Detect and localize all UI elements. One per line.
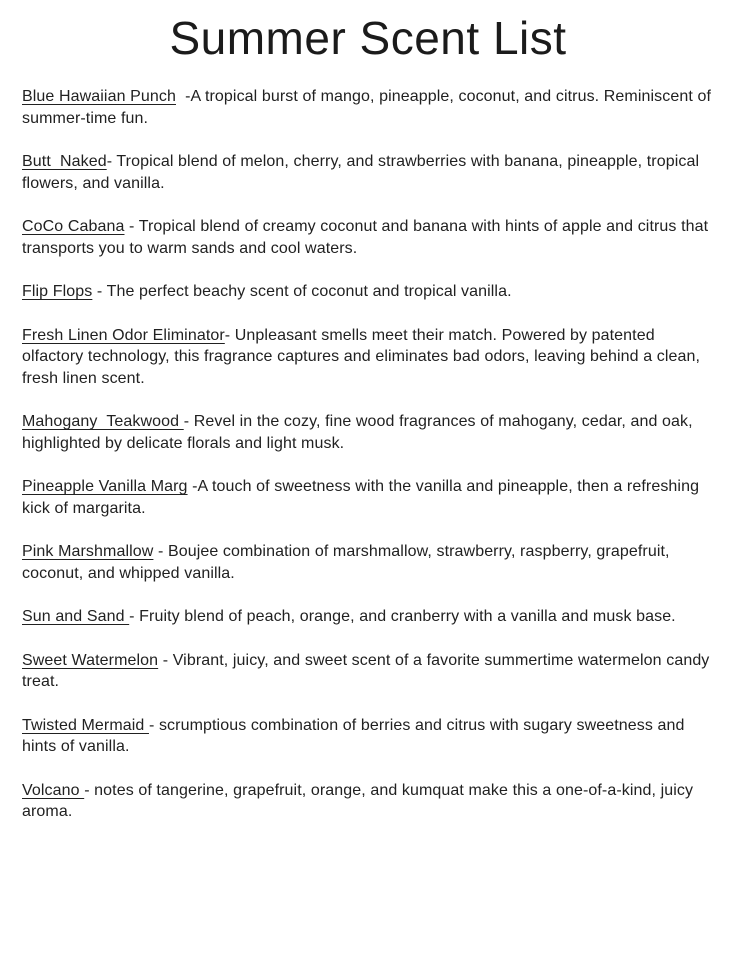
scent-entry — [22, 86, 714, 129]
page-title: Summer Scent List — [169, 12, 567, 64]
scent-name: Sweet Watermelon — [22, 651, 159, 669]
scent-entry — [22, 151, 714, 194]
scent-entry — [22, 650, 714, 693]
scent-entry — [22, 476, 714, 519]
scent-description: - The perfect beachy scent of coconut and tropical vanilla. — [92, 283, 512, 300]
scent-entry — [22, 216, 714, 259]
scent-description: - Unpleasant smells meet their match. Powered by patented olfactory technology, this fragrance captures and eliminates bad odors, leaving behind a clean, fresh linen scent. — [22, 326, 705, 387]
scent-description: - Vibrant, juicy, and sweet scent of a favorite summertime watermelon candy treat. — [22, 651, 714, 690]
scent-description: - Revel in the cozy, fine wood fragrances of mahogany, cedar, and oak, highlighted by delicate florals and light musk. — [22, 413, 698, 452]
scent-entry — [22, 541, 714, 584]
scent-name: Mahogany Teakwood — [22, 413, 184, 430]
scent-name: Pineapple Vanilla Marg — [22, 478, 188, 495]
scent-name: CoCo Cabana — [22, 218, 125, 235]
scent-entry — [22, 411, 714, 454]
scent-entry — [22, 715, 714, 758]
scent-description: - Fruity blend of peach, orange, and cranberry with a vanilla and musk base. — [129, 608, 676, 625]
scent-name: Volcano — [22, 781, 85, 799]
scent-description: -A touch of sweetness with the vanilla and pineapple, then a refreshing kick of margarita. — [22, 478, 704, 517]
scent-entry — [22, 606, 714, 628]
scent-description: -A tropical burst of mango, pineapple, coconut, and citrus. Reminiscent of summer-time fun. — [22, 88, 716, 127]
scent-description: - Boujee combination of marshmallow, strawberry, raspberry, grapefruit, coconut, and whipped vanilla. — [22, 543, 675, 582]
scent-description: - Tropical blend of melon, cherry, and strawberries with banana, pineapple, tropical flowers, and vanilla. — [22, 153, 704, 192]
scent-list — [22, 86, 714, 823]
scent-name: Pink Marshmallow — [22, 543, 154, 560]
scent-description: - Tropical blend of creamy coconut and banana with hints of apple and citrus that transports you to warm sands and cool waters. — [22, 218, 713, 257]
scent-description: - scrumptious combination of berries and citrus with sugary sweetness and hints of vanilla. — [22, 716, 690, 755]
document-page — [0, 11, 742, 971]
scent-name: Flip Flops — [22, 283, 93, 300]
scent-entry — [22, 325, 714, 390]
scent-entry — [22, 281, 714, 303]
scent-name: Butt Naked — [22, 153, 107, 170]
scent-name: Twisted Mermaid — [22, 716, 149, 734]
scent-description: - notes of tangerine, grapefruit, orange, and kumquat make this a one-of-a-kind, juicy aroma. — [22, 781, 698, 820]
scent-name: Blue Hawaiian Punch — [22, 88, 176, 105]
scent-name: Sun and Sand — [22, 608, 130, 625]
scent-name: Fresh Linen Odor Eliminator — [22, 326, 225, 344]
scent-entry — [22, 780, 714, 823]
